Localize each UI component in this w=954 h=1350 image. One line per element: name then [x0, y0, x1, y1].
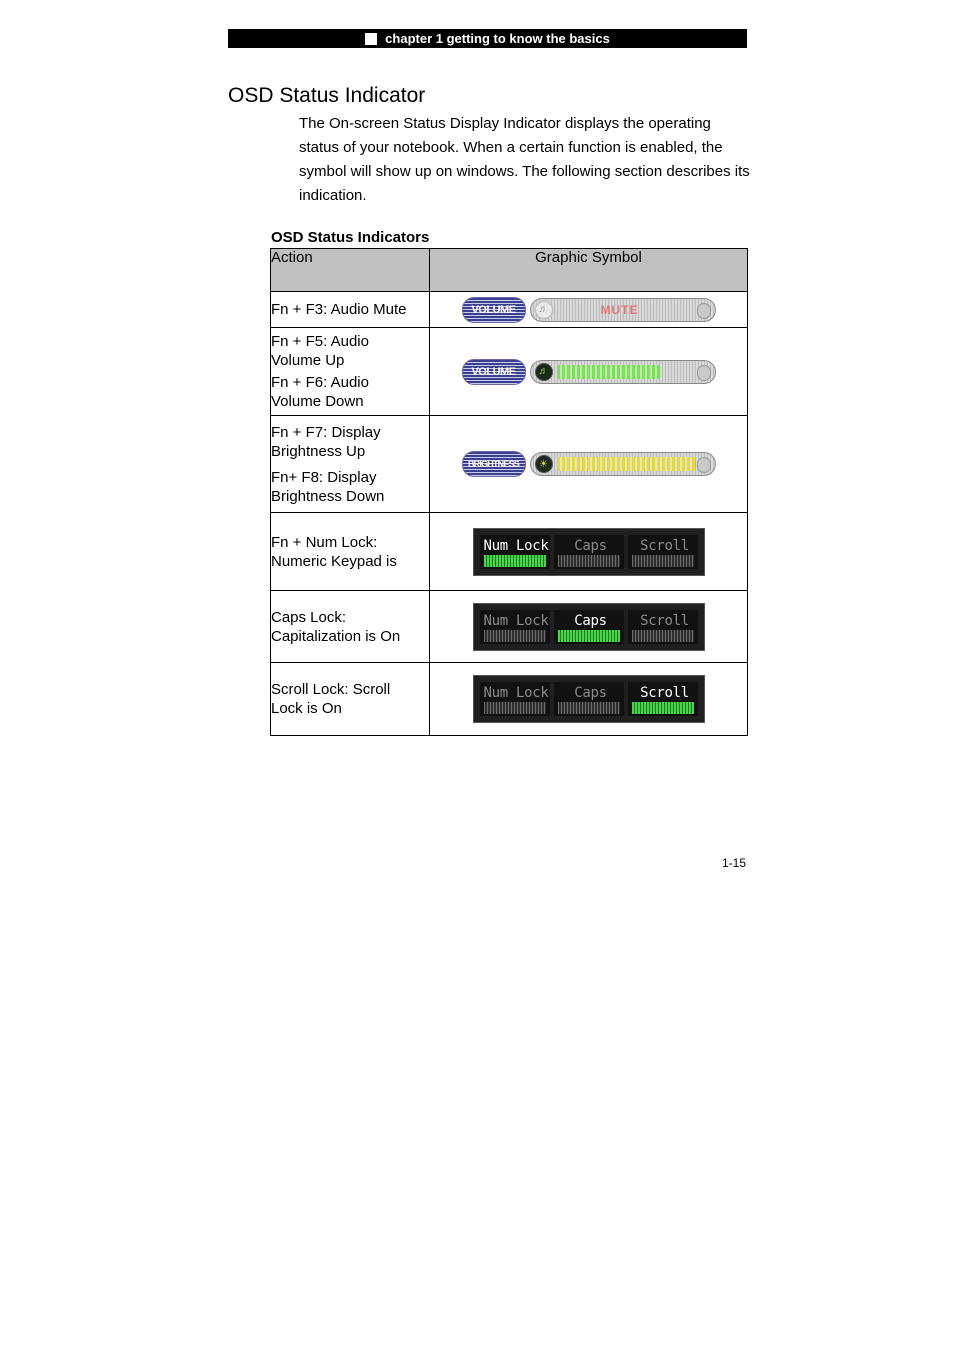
action-line: Fn+ F8: Display	[271, 468, 377, 486]
table-row	[271, 663, 748, 736]
action-line: Fn + Num Lock:	[271, 533, 378, 551]
header-action: Action	[271, 249, 430, 292]
table-row	[271, 292, 748, 328]
intro-paragraph: The On-screen Status Display Indicator displays the operating status of your notebook. When a certain function is enabled, the symbol will show up on windows. The following section describes its indication.	[299, 115, 750, 204]
action-cell	[271, 591, 430, 663]
caps-lock-indicator: Caps	[554, 535, 624, 569]
caps-lock-indicator: Caps	[554, 610, 624, 644]
action-line: Fn + F7: Display	[271, 423, 381, 441]
action-line: Volume Up	[271, 352, 345, 369]
track-end-cap	[697, 365, 711, 381]
volume-pill: VOLUME	[462, 359, 526, 385]
action-line: Fn + F6: Audio	[271, 374, 369, 391]
action-line: Lock is On	[271, 700, 342, 717]
scroll-lock-indicator: Scroll	[628, 535, 698, 569]
action-line: Fn + F3: Audio Mute	[271, 301, 407, 318]
graphic-cell	[430, 328, 748, 416]
action-line: Fn + F5: Audio	[271, 333, 369, 350]
caps-lock-osd	[473, 603, 705, 651]
chapter-header-bar	[228, 29, 747, 48]
graphic-cell	[430, 292, 748, 328]
speaker-icon: ♬	[535, 301, 553, 319]
volume-level-fill	[557, 365, 661, 379]
header-square-icon	[365, 33, 377, 45]
sun-icon: ☀	[535, 455, 553, 473]
table-row	[271, 591, 748, 663]
action-line: Scroll Lock: Scroll	[271, 681, 391, 698]
action-line: Volume Down	[271, 393, 364, 410]
num-lock-indicator: Num Lock	[480, 682, 550, 716]
brightness-level-fill	[557, 457, 695, 471]
track-end-cap	[697, 457, 711, 473]
page-number: 1-15	[722, 856, 747, 870]
num-lock-indicator: Num Lock	[480, 610, 550, 644]
action-cell	[271, 328, 430, 416]
action-line: Brightness Up	[271, 442, 366, 460]
action-line: Caps Lock:	[271, 608, 347, 626]
table-row	[271, 328, 748, 416]
caps-lock-indicator: Caps	[554, 682, 624, 716]
graphic-cell	[430, 513, 748, 591]
graphic-cell	[430, 591, 748, 663]
num-lock-indicator: Num Lock	[480, 535, 550, 569]
action-line: Numeric Keypad is	[271, 552, 397, 570]
table-caption: OSD Status Indicators	[271, 229, 430, 246]
header-graphic-symbol: Graphic Symbol	[430, 249, 748, 292]
action-cell	[271, 416, 430, 513]
scroll-lock-indicator: Scroll	[628, 682, 698, 716]
volume-level-osd	[462, 359, 716, 385]
speaker-icon: ♬	[535, 363, 553, 381]
action-cell	[271, 292, 430, 328]
chapter-title: chapter 1 getting to know the basics	[385, 31, 610, 46]
scroll-lock-osd	[473, 675, 705, 723]
osd-indicators-table	[270, 248, 748, 736]
table-header-row	[271, 249, 748, 292]
brightness-level-osd	[462, 451, 716, 477]
volume-track	[530, 298, 716, 322]
mute-label: MUTE	[600, 302, 639, 317]
brightness-track	[530, 452, 716, 476]
graphic-cell	[430, 663, 748, 736]
action-line: Capitalization is On	[271, 627, 401, 645]
volume-track	[530, 360, 716, 384]
volume-mute-osd	[462, 297, 716, 323]
track-end-cap	[697, 303, 711, 319]
brightness-pill: BRIGHTNESS	[462, 451, 526, 477]
table-row	[271, 513, 748, 591]
scroll-lock-indicator: Scroll	[628, 610, 698, 644]
graphic-cell	[430, 416, 748, 513]
table-row	[271, 416, 748, 513]
page-title: OSD Status Indicator	[228, 84, 426, 107]
action-line: Brightness Down	[271, 487, 385, 505]
num-lock-osd	[473, 528, 705, 576]
action-cell	[271, 663, 430, 736]
action-cell	[271, 513, 430, 591]
volume-pill: VOLUME	[462, 297, 526, 323]
